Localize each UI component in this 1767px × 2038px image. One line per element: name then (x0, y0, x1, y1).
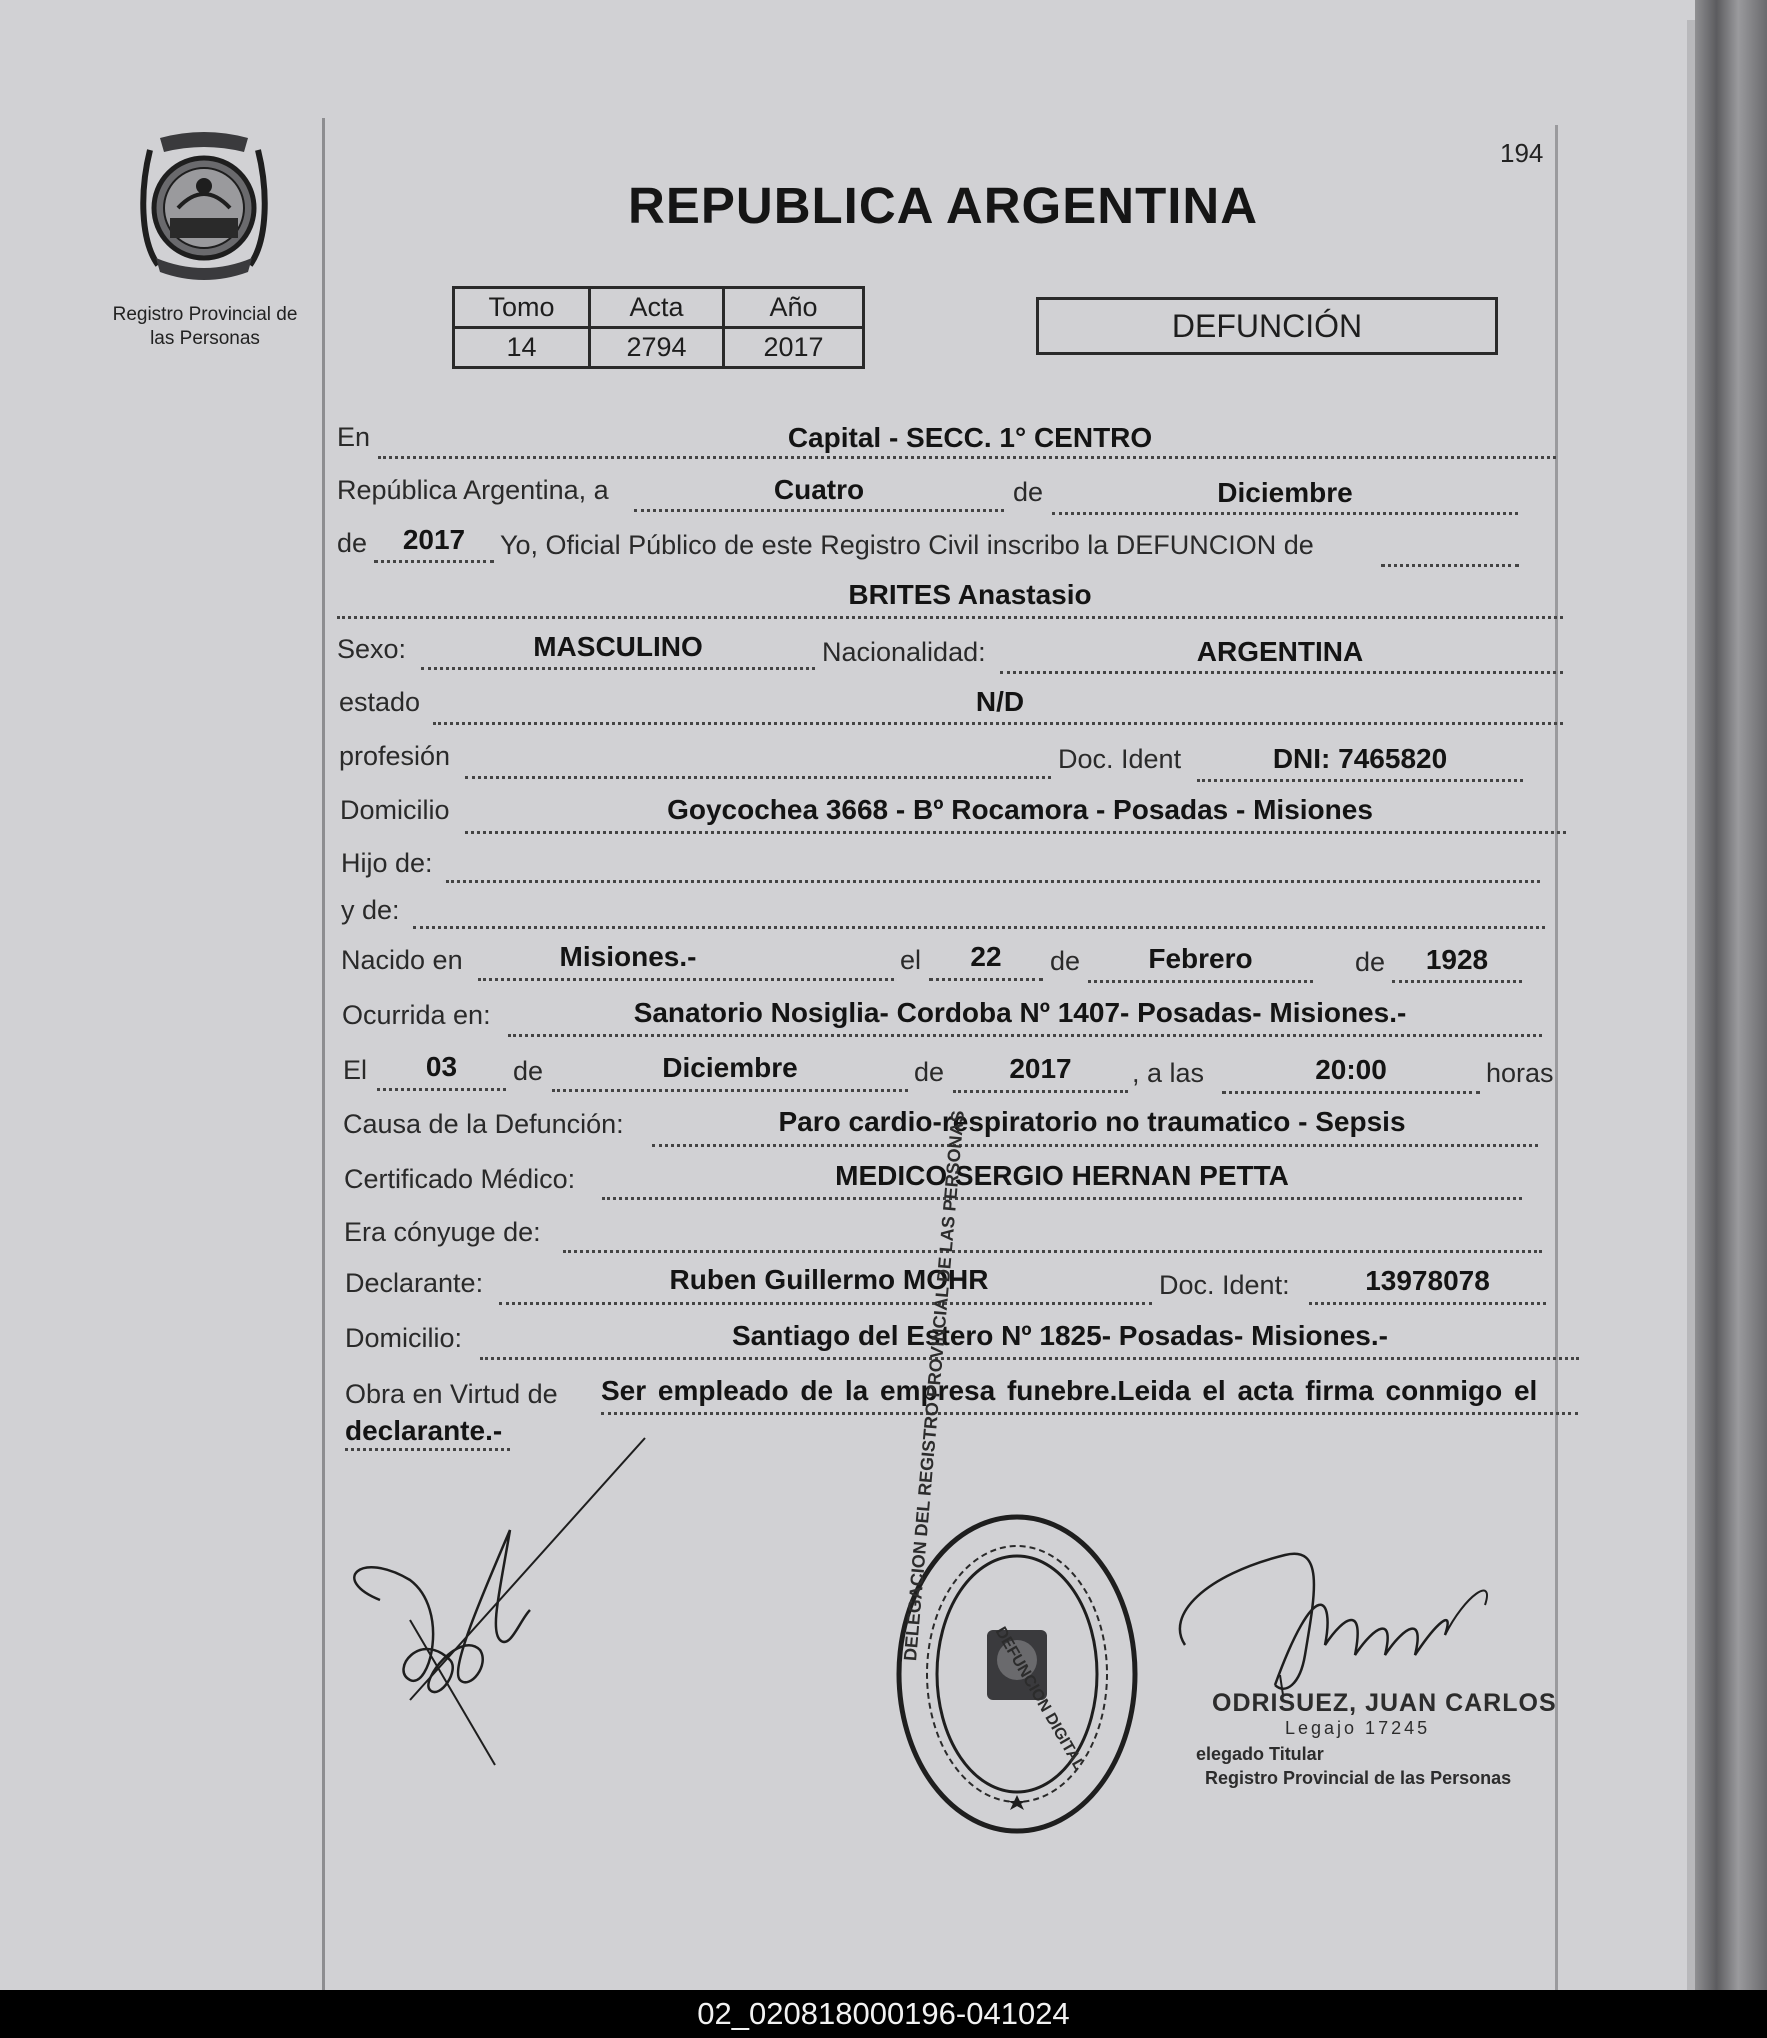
ocurrida-value: Sanatorio Nosiglia- Cordoba Nº 1407- Posadas- Misiones.- (633, 997, 1407, 1028)
horas-label: horas (1486, 1058, 1554, 1088)
birth-day-value: 22 (970, 941, 1002, 972)
doc-ident-label: Doc. Ident (1058, 744, 1182, 774)
name-line (337, 616, 1563, 619)
doc-ident-line (1197, 779, 1523, 782)
domicilio-value: Goycochea 3668 - Bº Rocamora - Posadas - Misiones (667, 794, 1373, 825)
page-title: REPUBLICA ARGENTINA (628, 177, 1259, 234)
seal-ring-text: DELEGACION DEL REGISTRO PROVINCIAL DE LAS PERSONAS (900, 1109, 969, 1662)
record-table-value-row (454, 328, 864, 368)
decl-dom-label: Domicilio: (345, 1323, 463, 1353)
certificado-label: Certificado Médico: (344, 1164, 576, 1194)
nacionalidad-line (1000, 671, 1563, 674)
seal-inner-text: DEFUNCION DIGITAL (991, 1624, 1088, 1774)
record-table-header-row (454, 288, 864, 328)
estado-label: estado (339, 687, 421, 717)
en-value: Capital - SECC. 1° CENTRO (787, 422, 1153, 453)
page-number: 194 (1500, 138, 1544, 168)
y-de-label: y de: (341, 895, 400, 925)
a-las-label: , a las (1132, 1058, 1205, 1088)
obra-value-line1: Ser empleado de la empresa funebre.Leida el acta firma conmigo el (601, 1375, 1538, 1406)
header-ano: Año (724, 288, 864, 328)
causa-value: Paro cardio-respiratorio no traumatico - Sepsis (778, 1106, 1406, 1137)
record-table (452, 286, 865, 369)
declarant-signature-icon (350, 1430, 650, 1770)
birth-year-value: 1928 (1425, 944, 1489, 975)
el2-label: El (343, 1055, 368, 1085)
inscribo-text: Yo, Oficial Público de este Registro Civil inscribo la DEFUNCION de (500, 530, 1314, 560)
death-year-value: 2017 (1009, 1053, 1072, 1084)
nacionalidad-value: ARGENTINA (1196, 636, 1364, 667)
birth-month-value: Febrero (1148, 943, 1253, 974)
de-label-3: de (1050, 946, 1081, 976)
deceased-name: BRITES Anastasio (848, 579, 1092, 610)
obra-line (601, 1412, 1578, 1415)
declarante-line (499, 1302, 1152, 1305)
official-registry: Registro Provincial de las Personas (1205, 1768, 1512, 1788)
en-line (378, 456, 1556, 459)
registry-name (90, 303, 320, 351)
estado-line (433, 722, 1563, 725)
y-de-line (413, 926, 1545, 929)
day-value: Cuatro (773, 474, 865, 505)
nacionalidad-label: Nacionalidad: (822, 637, 986, 667)
birth-year-line (1392, 980, 1522, 983)
header-tomo: Tomo (454, 288, 590, 328)
nacido-value: Misiones.- (559, 941, 697, 972)
ocurrida-label: Ocurrida en: (342, 1000, 491, 1030)
death-time-line (1222, 1091, 1480, 1094)
sexo-value: MASCULINO (533, 631, 703, 662)
registry-line1: Registro Provincial de (112, 304, 298, 325)
estado-value: N/D (975, 686, 1025, 717)
nacido-line (478, 978, 894, 981)
declarante-label: Declarante: (345, 1268, 484, 1298)
day-line (634, 509, 1004, 512)
profesion-label: profesión (339, 741, 451, 771)
misiones-emblem-icon (130, 130, 278, 282)
decl-doc-label: Doc. Ident: (1159, 1270, 1290, 1300)
footer-code: 02_020818000196-041024 (0, 1990, 1767, 2038)
decl-doc-line (1309, 1302, 1546, 1305)
official-title: elegado Titular (1196, 1744, 1324, 1764)
decl-dom-value: Santiago del Estero Nº 1825- Posadas- Misiones.- (732, 1320, 1388, 1351)
book-binding (1695, 0, 1767, 1990)
death-day-value: 03 (425, 1051, 458, 1082)
value-tomo: 14 (454, 328, 590, 368)
de-label-2: de (337, 528, 368, 558)
certificado-value: MEDICO SERGIO HERNAN PETTA (835, 1160, 1289, 1191)
month-value: Diciembre (1217, 477, 1353, 508)
de-label-5: de (513, 1056, 544, 1086)
profesion-line (465, 776, 1051, 779)
de-label-1: de (1013, 477, 1044, 507)
header-acta: Acta (590, 288, 724, 328)
hijo-line (446, 880, 1540, 883)
left-margin-line (322, 118, 325, 1990)
certificado-line (602, 1197, 1522, 1200)
de-label-4: de (1355, 947, 1386, 977)
year-value: 2017 (402, 524, 466, 555)
hijo-label: Hijo de: (341, 848, 433, 878)
causa-label: Causa de la Defunción: (343, 1109, 624, 1139)
conyuge-label: Era cónyuge de: (344, 1217, 541, 1247)
death-month-value: Diciembre (662, 1052, 798, 1083)
official-name: ODRISUEZ, JUAN CARLOS (1212, 1689, 1557, 1717)
death-year-line (953, 1090, 1128, 1093)
value-acta: 2794 (590, 328, 724, 368)
sexo-label: Sexo: (337, 634, 407, 664)
registry-line2: las Personas (150, 328, 260, 349)
decl-dom-line (480, 1357, 1579, 1360)
year-line (374, 560, 494, 563)
declarante-value: Ruben Guillermo MOHR (669, 1264, 989, 1295)
birth-day-line (929, 978, 1043, 981)
el-label: el (900, 945, 922, 975)
nacido-label: Nacido en (341, 945, 463, 975)
conyuge-line (563, 1250, 1542, 1253)
causa-line (652, 1144, 1538, 1147)
document-type-box: DEFUNCIÓN (1036, 297, 1498, 355)
inscribo-line (1381, 564, 1519, 567)
sexo-line (421, 667, 815, 670)
ocurrida-line (508, 1034, 1542, 1037)
birth-month-line (1088, 980, 1313, 983)
page-edge (1687, 20, 1695, 1990)
value-ano: 2017 (724, 328, 864, 368)
domicilio-line (465, 831, 1566, 834)
de-label-6: de (914, 1057, 945, 1087)
obra-label: Obra en Virtud de (345, 1379, 558, 1409)
en-label: En (337, 422, 371, 452)
doc-ident-value: DNI: 7465820 (1272, 743, 1448, 774)
death-time-value: 20:00 (1315, 1054, 1387, 1085)
official-legajo: Legajo 17245 (1285, 1718, 1431, 1738)
domicilio-label: Domicilio (340, 795, 450, 825)
obra-value-line2: declarante.- (345, 1415, 503, 1446)
death-month-line (552, 1089, 908, 1092)
decl-doc-value: 13978078 (1365, 1265, 1490, 1296)
death-day-line (377, 1088, 506, 1091)
month-line (1052, 512, 1518, 515)
republica-label: República Argentina, a (337, 475, 609, 505)
